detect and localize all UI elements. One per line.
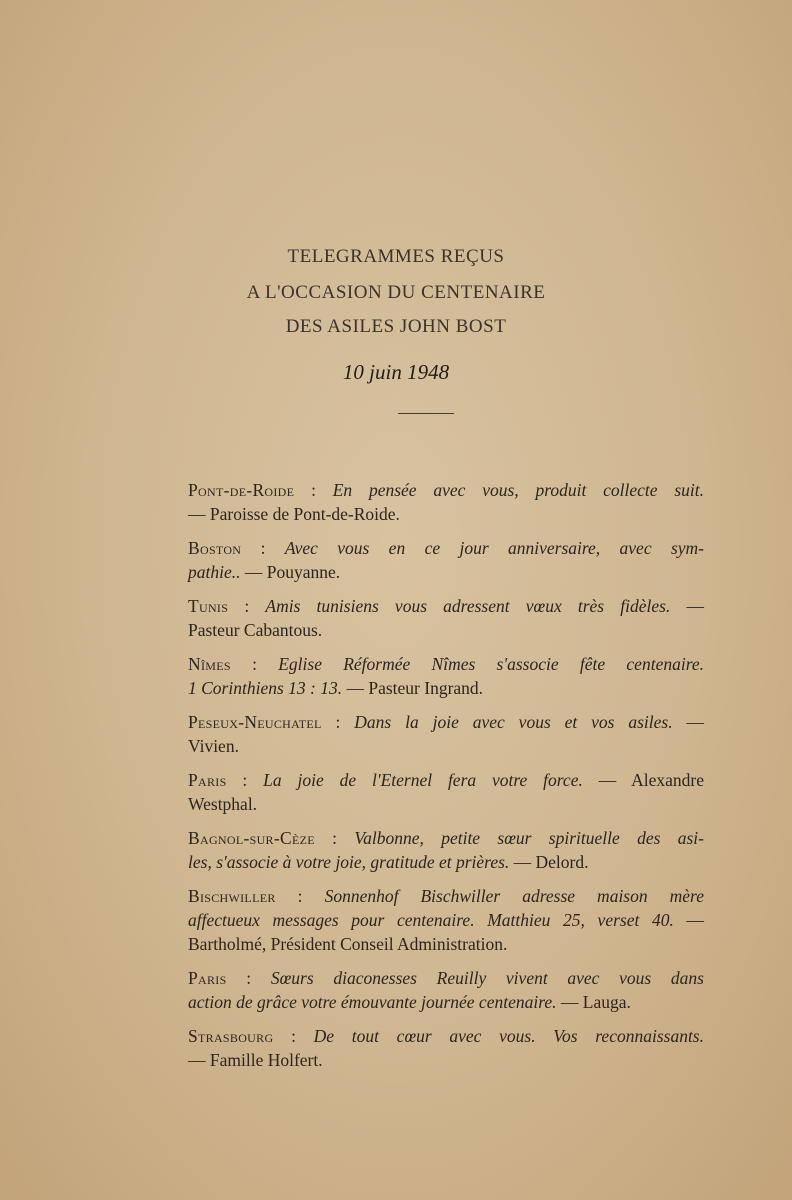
separator: : <box>230 654 279 674</box>
dash: — <box>672 712 704 732</box>
separator: : <box>275 886 325 906</box>
telegram-place: Tunis <box>188 596 229 616</box>
separator: : <box>294 480 333 500</box>
telegram-list <box>188 478 704 1082</box>
telegram-message-cont: action de grâce votre émouvante journée centenaire. <box>188 992 557 1012</box>
telegram-place: Bagnol-sur-Cèze <box>188 828 315 848</box>
telegram-entry <box>188 826 704 874</box>
telegram-entry <box>188 536 704 584</box>
telegram-message: Avec vous en ce jour anniversaire, avec sym- <box>284 538 704 558</box>
telegram-entry <box>188 652 704 700</box>
telegram-place: Pont-de-Roide <box>188 480 295 500</box>
dash: — <box>673 910 704 930</box>
telegram-signature: Westphal. <box>188 794 258 814</box>
telegram-message: Amis tunisiens vous adressent vœux très fidèles. <box>265 596 671 616</box>
telegram-entry <box>188 966 704 1014</box>
separator: : <box>321 712 355 732</box>
telegram-message-cont: affectueux messages pour centenaire. Matthieu 25, verset 40. <box>188 910 674 930</box>
heading-line-1: TELEGRAMMES REÇUS <box>287 246 505 267</box>
telegram-signature: — Paroisse de Pont-de-Roide. <box>188 504 400 524</box>
telegram-message: Dans la joie avec vous et vos asiles. <box>354 712 673 732</box>
telegram-place: Boston <box>188 538 242 558</box>
heading-date: 10 juin 1948 <box>342 360 450 384</box>
telegram-message: Sonnenhof Bischwiller adresse maison mère <box>324 886 704 906</box>
telegram-signature: — Pouyanne. <box>240 562 341 582</box>
telegram-signature: — Delord. <box>509 852 589 872</box>
telegram-place: Paris <box>188 770 227 790</box>
dash: — Alexandre <box>582 770 704 790</box>
telegram-entry <box>188 594 704 642</box>
telegram-signature: Bartholmé, Président Conseil Administration. <box>188 934 508 954</box>
telegram-signature: — Famille Holfert. <box>188 1050 323 1070</box>
separator: : <box>228 596 266 616</box>
dash: — <box>670 596 705 616</box>
telegram-entry <box>188 478 704 526</box>
telegram-entry <box>188 1024 704 1072</box>
telegram-message-cont: 1 Corinthiens 13 : 13. <box>188 678 343 698</box>
telegram-signature: — Lauga. <box>556 992 631 1012</box>
telegram-entry <box>188 768 704 816</box>
telegram-message: Valbonne, petite sœur spirituelle des asi- <box>354 828 704 848</box>
telegram-place: Paris <box>188 968 227 988</box>
heading-line-2: A L'OCCASION DU CENTENAIRE <box>246 282 546 303</box>
telegram-signature: — Pasteur Ingrand. <box>342 678 484 698</box>
telegram-message: Eglise Réformée Nîmes s'associe fête centenaire. <box>278 654 704 674</box>
telegram-message: La joie de l'Eternel fera votre force. <box>263 770 583 790</box>
telegram-entry <box>188 884 704 956</box>
telegram-message: En pensée avec vous, produit collecte suit. <box>332 480 704 500</box>
telegram-place: Peseux-Neuchatel <box>188 712 322 732</box>
telegram-message: Sœurs diaconesses Reuilly vivent avec vous dans <box>270 968 704 988</box>
telegram-message: De tout cœur avec vous. Vos reconnaissants. <box>313 1026 704 1046</box>
separator: : <box>241 538 285 558</box>
telegram-signature: Pasteur Cabantous. <box>188 620 323 640</box>
separator: : <box>273 1026 314 1046</box>
separator: : <box>226 968 271 988</box>
telegram-entry <box>188 710 704 758</box>
telegram-place: Bischwiller <box>188 886 276 906</box>
separator: : <box>226 770 264 790</box>
telegram-message-cont: les, s'associe à votre joie, gratitude et prières. <box>188 852 510 872</box>
divider-rule <box>398 413 454 414</box>
separator: : <box>314 828 355 848</box>
telegram-place: Strasbourg <box>188 1026 274 1046</box>
heading-line-3: DES ASILES JOHN BOST <box>285 316 507 337</box>
telegram-signature: Vivien. <box>188 736 239 756</box>
telegram-message-cont: pathie.. <box>188 562 241 582</box>
telegram-place: Nîmes <box>188 654 231 674</box>
